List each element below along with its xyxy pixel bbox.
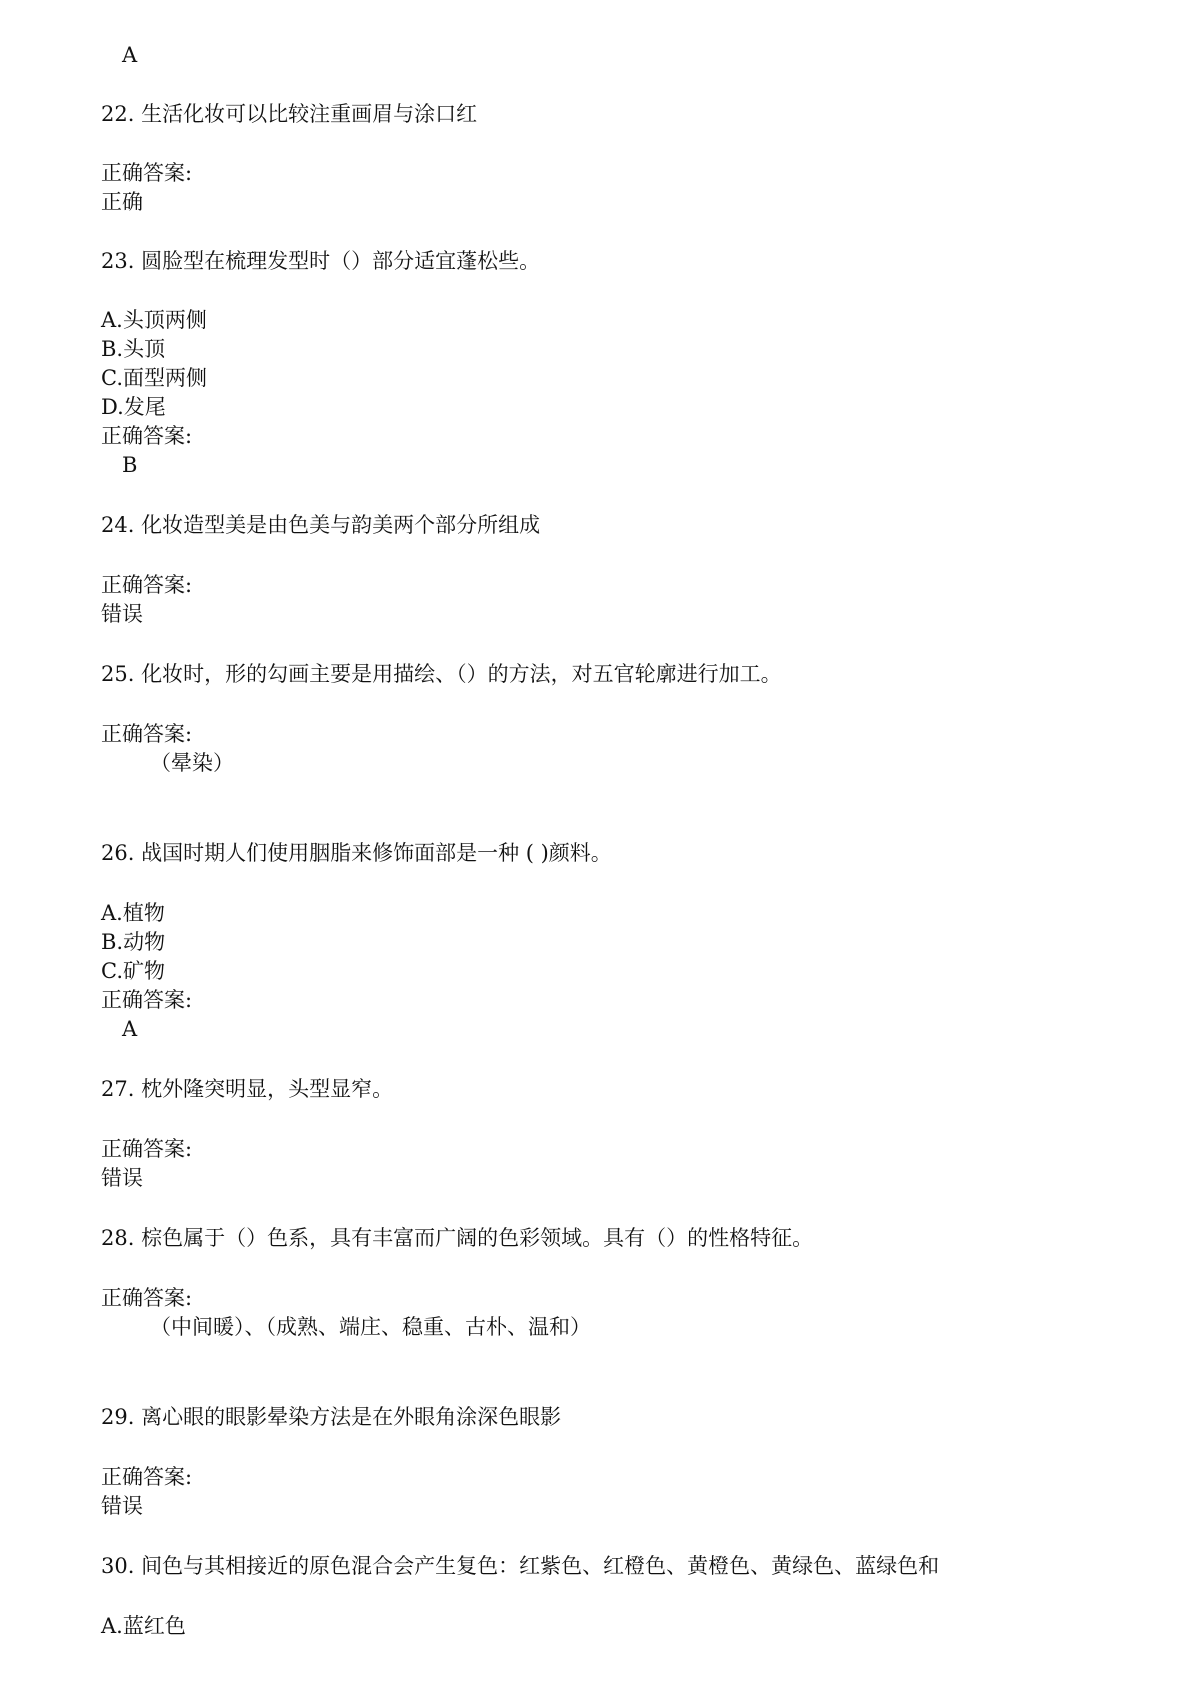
option-23-b: B.头顶 xyxy=(101,337,166,361)
answer-label-26: 正确答案: xyxy=(101,988,193,1012)
answer-label-29: 正确答案: xyxy=(101,1465,193,1489)
question-24: 24. 化妆造型美是由色美与韵美两个部分所组成 xyxy=(101,513,541,537)
question-26: 26. 战国时期人们使用胭脂来修饰面部是一种 ( )颜料。 xyxy=(101,841,612,865)
answer-label-23: 正确答案: xyxy=(101,424,193,448)
answer-29: 错误 xyxy=(101,1494,143,1518)
answer-27: 错误 xyxy=(101,1166,143,1190)
answer-label-27: 正确答案: xyxy=(101,1137,193,1161)
option-23-c: C.面型两侧 xyxy=(101,366,207,390)
question-25: 25. 化妆时，形的勾画主要是用描绘、（）的方法，对五官轮廓进行加工。 xyxy=(101,662,782,686)
option-26-b: B.动物 xyxy=(101,930,166,954)
option-23-a: A.头顶两侧 xyxy=(101,308,207,332)
option-26-a: A.植物 xyxy=(101,901,165,925)
answer-label-22: 正确答案: xyxy=(101,161,193,185)
question-29: 29. 离心眼的眼影晕染方法是在外眼角涂深色眼影 xyxy=(101,1405,562,1429)
option-26-c: C.矿物 xyxy=(101,959,165,983)
answer-label-24: 正确答案: xyxy=(101,573,193,597)
answer-22: 正确 xyxy=(101,190,143,214)
option-23-d: D.发尾 xyxy=(101,395,166,419)
answer-label-25: 正确答案: xyxy=(101,722,193,746)
question-23: 23. 圆脸型在梳理发型时（）部分适宜蓬松些。 xyxy=(101,249,541,273)
answer-26: A xyxy=(122,1017,138,1041)
question-27: 27. 枕外隆突明显，头型显窄。 xyxy=(101,1077,394,1101)
answer-25: （晕染） xyxy=(150,751,234,775)
answer-28: （中间暖）、（成熟、端庄、稳重、古朴、温和） xyxy=(150,1315,591,1339)
question-22: 22. 生活化妆可以比较注重画眉与涂口红 xyxy=(101,102,478,126)
question-28: 28. 棕色属于（）色系，具有丰富而广阔的色彩领域。具有（）的性格特征。 xyxy=(101,1226,814,1250)
answer-label-28: 正确答案: xyxy=(101,1286,193,1310)
answer-23: B xyxy=(122,453,138,477)
answer-24: 错误 xyxy=(101,602,143,626)
option-30-a: A.蓝红色 xyxy=(101,1614,186,1638)
question-30: 30. 间色与其相接近的原色混合会产生复色：红紫色、红橙色、黄橙色、黄绿色、蓝绿色和 xyxy=(101,1554,940,1578)
previous-answer: A xyxy=(122,43,138,67)
